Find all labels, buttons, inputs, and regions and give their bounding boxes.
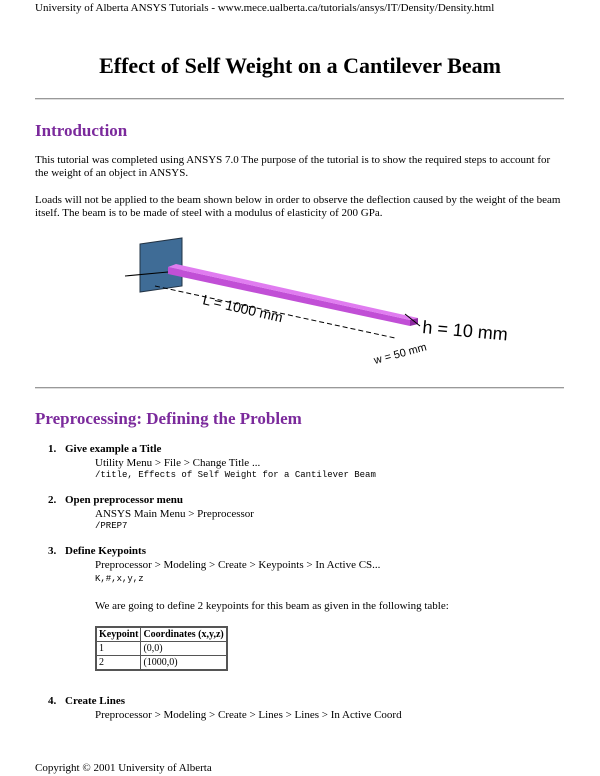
table-header: Coordinates (x,y,z)	[141, 627, 227, 642]
page-header: University of Alberta ANSYS Tutorials - www.mece.ualberta.ca/tutorials/ansys/IT/Density/Density.html	[35, 2, 495, 14]
intro-paragraph-1: This tutorial was completed using ANSYS 7.0 The purpose of the tutorial is to show the required steps to account for the weight of an object in ANSYS.	[35, 154, 551, 179]
keypoints-table	[95, 626, 228, 671]
height-label: h = 10 mm	[421, 317, 509, 345]
table-cell: 2	[96, 656, 141, 671]
cantilever-beam-illustration	[120, 234, 509, 384]
divider	[35, 387, 564, 389]
table-header: Keypoint	[96, 627, 141, 642]
table-row	[96, 642, 227, 656]
page-footer: Copyright © 2001 University of Alberta	[35, 762, 212, 774]
width-label: w = 50 mm	[372, 341, 429, 367]
length-label: L = 1000 mm	[201, 291, 285, 326]
table-header-row	[96, 627, 227, 642]
preprocessing-heading: Preprocessing: Defining the Problem	[35, 409, 302, 428]
intro-paragraph-2: Loads will not be applied to the beam shown below in order to observe the deflection caused by the weight of the beam itself. The beam is to be made of steel with a modulus of elasticity of 200 GPa.	[35, 194, 561, 219]
page-title: Effect of Self Weight on a Cantilever Beam	[99, 53, 501, 78]
divider	[35, 98, 564, 100]
table-cell: (0,0)	[141, 642, 227, 656]
table-cell: (1000,0)	[141, 656, 227, 671]
beam-figure	[120, 234, 509, 384]
table-cell: 1	[96, 642, 141, 656]
intro-heading: Introduction	[35, 121, 128, 140]
table-row	[96, 656, 227, 671]
